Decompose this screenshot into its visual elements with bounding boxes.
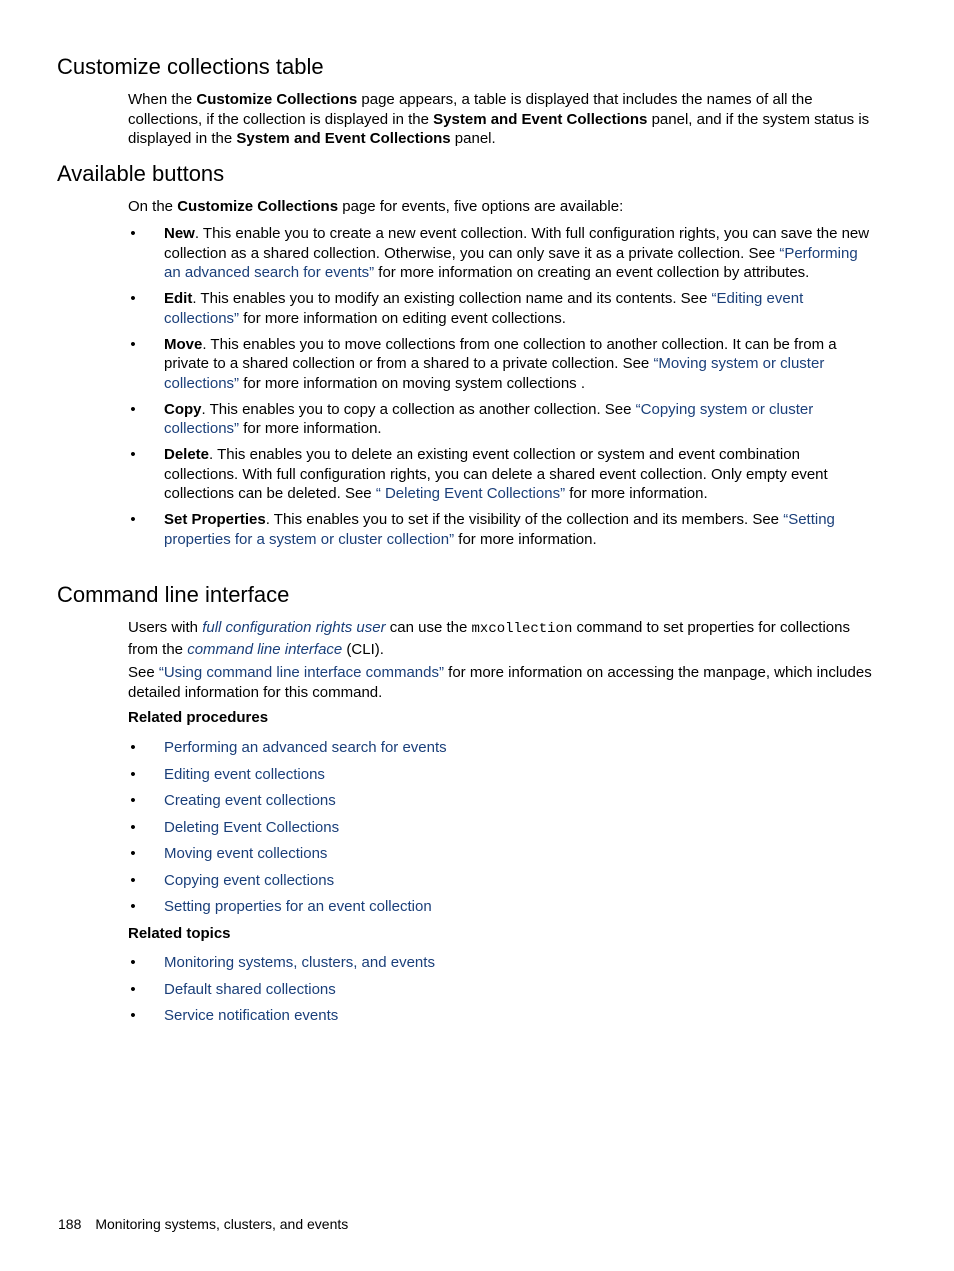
cli-paragraph: Users with full configuration rights user can use the mxcollection command to set properties for collections from the command line interface (CLI). bbox=[128, 619, 850, 658]
link-full-configuration-rights-user[interactable]: full configuration rights user bbox=[202, 619, 386, 636]
page-footer bbox=[58, 1215, 348, 1233]
link-deleting-event-collections[interactable]: “ Deleting Event Collections” bbox=[375, 485, 566, 502]
related-procedure-item bbox=[128, 871, 873, 891]
link-moving-system-collections[interactable]: “Moving system or cluster collections” bbox=[164, 355, 825, 392]
link-using-cli-commands[interactable]: “Using command line interface commands” bbox=[158, 664, 444, 681]
bullet-icon: • bbox=[130, 845, 136, 862]
available-buttons-intro: On the Customize Collections page for events, five options are available: bbox=[128, 198, 624, 215]
related-topics-list bbox=[128, 953, 873, 1026]
bullet-icon: • bbox=[130, 954, 136, 971]
bullet-icon: • bbox=[130, 400, 136, 418]
related-topic-item bbox=[128, 980, 873, 1000]
related-procedure-item bbox=[128, 791, 873, 811]
related-topic-item bbox=[128, 1006, 873, 1026]
bullet-icon: • bbox=[130, 225, 136, 242]
link-related-procedure[interactable]: Copying event collections bbox=[164, 871, 335, 889]
cli-see-paragraph: See “Using command line interface commands” for more information on accessing the manpage, which includes detailed information for this command. bbox=[128, 664, 872, 701]
related-topics-heading: Related topics bbox=[128, 925, 231, 942]
bullet-icon: • bbox=[130, 511, 136, 528]
related-procedures-list bbox=[128, 738, 873, 917]
heading-customize-collections-table: Customize collections table bbox=[57, 54, 324, 79]
bullet-icon: • bbox=[130, 739, 136, 756]
bullet-icon: • bbox=[130, 1007, 136, 1024]
heading-available-buttons: Available buttons bbox=[57, 161, 225, 186]
link-related-topic[interactable]: Default shared collections bbox=[164, 980, 336, 998]
link-performing-advanced-search[interactable]: “Performing an advanced search for events” bbox=[164, 244, 858, 281]
bullet-icon: • bbox=[130, 818, 136, 836]
bullet-icon: • bbox=[130, 290, 136, 307]
footer-title: Monitoring systems, clusters, and events bbox=[95, 1216, 349, 1232]
link-command-line-interface[interactable]: command line interface bbox=[187, 640, 343, 658]
bullet-icon: • bbox=[130, 446, 136, 463]
link-related-procedure[interactable]: Performing an advanced search for events bbox=[164, 739, 447, 756]
related-procedure-item bbox=[128, 844, 873, 864]
heading-command-line-interface: Command line interface bbox=[57, 582, 290, 607]
bullet-icon: • bbox=[130, 792, 136, 809]
bullet-icon: • bbox=[130, 335, 136, 353]
bullet-new: • New. This enable you to create a new event collection. With full configuration rights, you can save the new collection as a shared collection. Otherwise, you can only save it as a private collection. See “Performing an advanced search for events” for more information on creating an event collection by attributes. bbox=[128, 224, 873, 283]
page-number: 188 bbox=[58, 1216, 82, 1232]
link-related-procedure[interactable]: Setting properties for an event collection bbox=[164, 898, 432, 915]
link-setting-properties[interactable]: “Setting properties for a system or cluster collection” bbox=[164, 511, 835, 548]
related-topic-item bbox=[128, 953, 873, 973]
command-code: mxcollection bbox=[471, 621, 573, 637]
link-related-procedure[interactable]: Deleting Event Collections bbox=[164, 818, 340, 836]
related-procedures-heading: Related procedures bbox=[128, 709, 269, 726]
available-buttons-list bbox=[128, 224, 873, 549]
related-procedure-item bbox=[128, 897, 873, 917]
customize-collections-paragraph: When the Customize Collections page appears, a table is displayed that includes the names of all the collections, if the collection is displayed in the System and Event Collections panel, and if the system status is displayed in the System and Event Collections panel. bbox=[128, 91, 870, 147]
bullet-icon: • bbox=[130, 980, 136, 998]
related-procedure-item bbox=[128, 765, 873, 785]
link-related-topic[interactable]: Service notification events bbox=[164, 1007, 339, 1024]
bullet-icon: • bbox=[130, 871, 136, 889]
bullet-delete: • Delete. This enables you to delete an existing event collection or system and event combination collections. With full configuration rights, you can delete a shared event collection. Only empty event collections can be deleted. See “ Deleting Event Collections” for more information. bbox=[128, 445, 873, 504]
bullet-icon: • bbox=[130, 898, 136, 915]
link-editing-event-collections[interactable]: “Editing event collections” bbox=[164, 290, 804, 327]
related-procedure-item bbox=[128, 738, 873, 758]
link-related-procedure[interactable]: Moving event collections bbox=[164, 845, 328, 862]
related-procedure-item bbox=[128, 818, 873, 838]
bullet-edit: • Edit. This enables you to modify an existing collection name and its contents. See “Editing event collections” for more information on editing event collections. bbox=[128, 289, 873, 328]
bullet-copy: • Copy. This enables you to copy a collection as another collection. See “Copying system or cluster collections” for more information. bbox=[128, 400, 873, 439]
bullet-move: • Move. This enables you to move collections from one collection to another collection. It can be from a private to a shared collection or from a shared to a private collection. See “Moving system or cluster collections” for more information on moving system collections . bbox=[128, 335, 873, 394]
link-related-topic[interactable]: Monitoring systems, clusters, and events bbox=[164, 954, 435, 971]
bullet-set-properties: • Set Properties. This enables you to set if the visibility of the collection and its members. See “Setting properties for a system or cluster collection” for more information. bbox=[128, 510, 873, 549]
bullet-icon: • bbox=[130, 765, 136, 783]
link-related-procedure[interactable]: Editing event collections bbox=[164, 765, 325, 783]
link-related-procedure[interactable]: Creating event collections bbox=[164, 792, 336, 809]
link-copying-system-collections[interactable]: “Copying system or cluster collections” bbox=[164, 400, 814, 437]
